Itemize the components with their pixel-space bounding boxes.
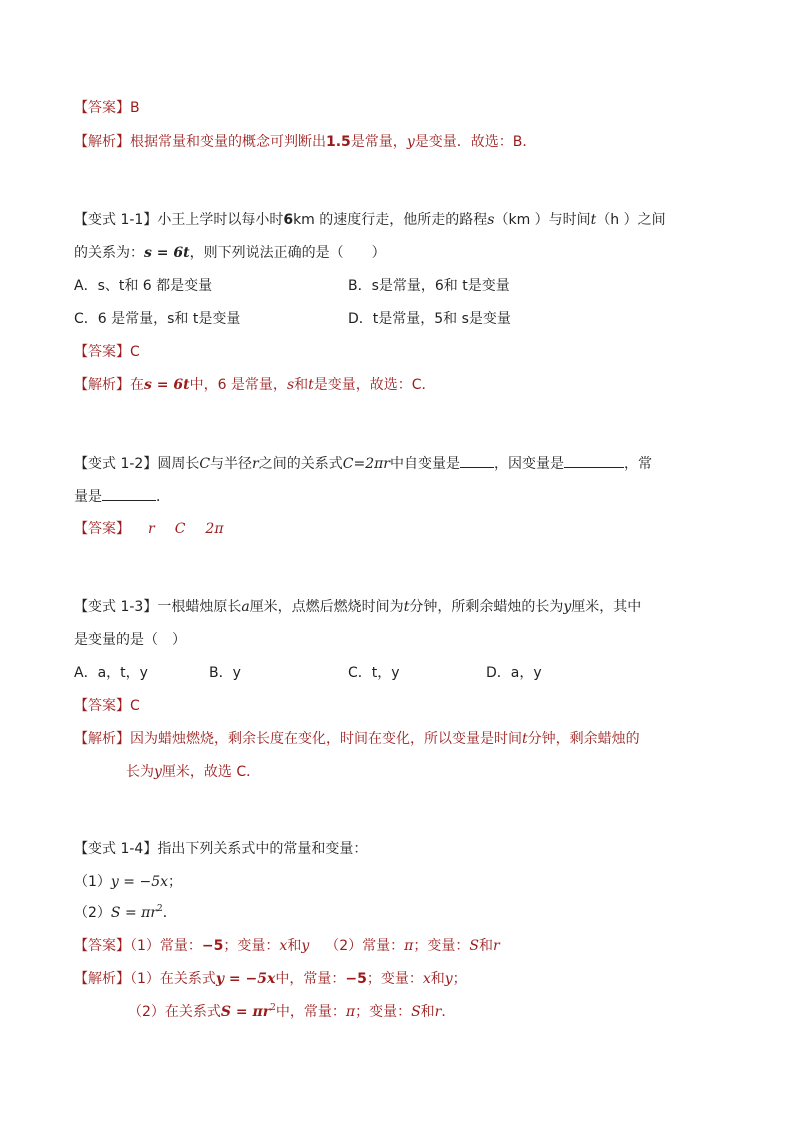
example-answer: 【答案】B xyxy=(74,100,140,116)
option-c: C．t，y xyxy=(348,665,400,681)
option-a: A．a，t，y xyxy=(74,665,148,681)
option-a: A．s、t和 6 都是变量 xyxy=(74,278,213,294)
question-1-4-analysis-line2: （2）在关系式$S = \pi r^2$中，常量：π；变量：S和r． xyxy=(128,1003,456,1020)
question-1-4-answer: 【答案】（1）常量：−5；变量：x和y （2）常量：π；变量：S和r xyxy=(74,938,500,954)
question-1-3-line2: 是变量的是（ ） xyxy=(74,632,186,648)
question-1-1-line1: 【变式 1-1】小王上学时以每小时6km 的速度行走，他所走的路程s（km ）与时间t（h ）之间 xyxy=(74,212,666,228)
question-1-4-item1: （1）y = −5x； xyxy=(74,874,182,890)
formula: s = 6t xyxy=(144,245,190,261)
question-tag: 【变式 1-1】 xyxy=(74,212,158,228)
question-1-3-line1: 【变式 1-3】一根蜡烛原长a厘米，点燃后燃烧时间为t分钟，所剩余蜡烛的长为y厘米，其中 xyxy=(74,599,642,615)
question-1-2-line1: 【变式 1-2】圆周长C与半径r之间的关系式C=2πr中自变量是 ，因变量是 ，常 xyxy=(74,453,652,474)
question-1-3-analysis-line2: 长为y厘米，故选 C． xyxy=(126,764,261,780)
blank-dependent-variable xyxy=(564,453,624,468)
question-1-4-analysis-line1: 【解析】（1）在关系式y = −5x中，常量：−5；变量：x和y； xyxy=(74,971,467,987)
question-tag: 【变式 1-3】 xyxy=(74,599,158,615)
question-1-3-answer: 【答案】C xyxy=(74,698,140,714)
question-tag: 【变式 1-2】 xyxy=(74,456,158,472)
question-1-1-answer: 【答案】C xyxy=(74,344,140,360)
question-tag: 【变式 1-4】 xyxy=(74,841,158,857)
blank-constant xyxy=(102,486,156,501)
question-1-1-line2: 的关系为：s = 6t，则下列说法正确的是（ ） xyxy=(74,245,386,261)
formula: C=2πr xyxy=(342,456,390,472)
question-1-1-analysis: 【解析】在s = 6t中，6 是常量，s和t是变量，故选：C． xyxy=(74,377,436,393)
formula: S = πr xyxy=(110,905,158,921)
question-1-3-analysis-line1: 【解析】因为蜡烛燃烧，剩余长度在变化，时间在变化，所以变量是时间t分钟，剩余蜡烛的 xyxy=(74,731,640,747)
blank-independent-variable xyxy=(460,453,494,468)
question-1-4-line1: 【变式 1-4】指出下列关系式中的常量和变量： xyxy=(74,841,368,857)
formula: y = −5x xyxy=(110,874,168,890)
question-1-2-line2: 量是 ． xyxy=(74,486,170,507)
question-1-2-answer: 【答案】 r C 2π xyxy=(74,521,224,537)
analysis-label: 【解析】 xyxy=(74,134,130,150)
example-analysis: 【解析】根据常量和变量的概念可判断出1.5是常量，y是变量．故选：B． xyxy=(74,134,537,150)
option-d: D．t是常量，5和 s是变量 xyxy=(348,311,511,327)
option-b: B．s是常量，6和 t是变量 xyxy=(348,278,510,294)
question-1-4-item2: $(2)S = \pi r^2$． xyxy=(74,904,177,921)
option-b: B．y xyxy=(209,665,241,681)
option-c: C．6 是常量，s和 t是变量 xyxy=(74,311,241,327)
option-d: D．a，y xyxy=(486,665,542,681)
